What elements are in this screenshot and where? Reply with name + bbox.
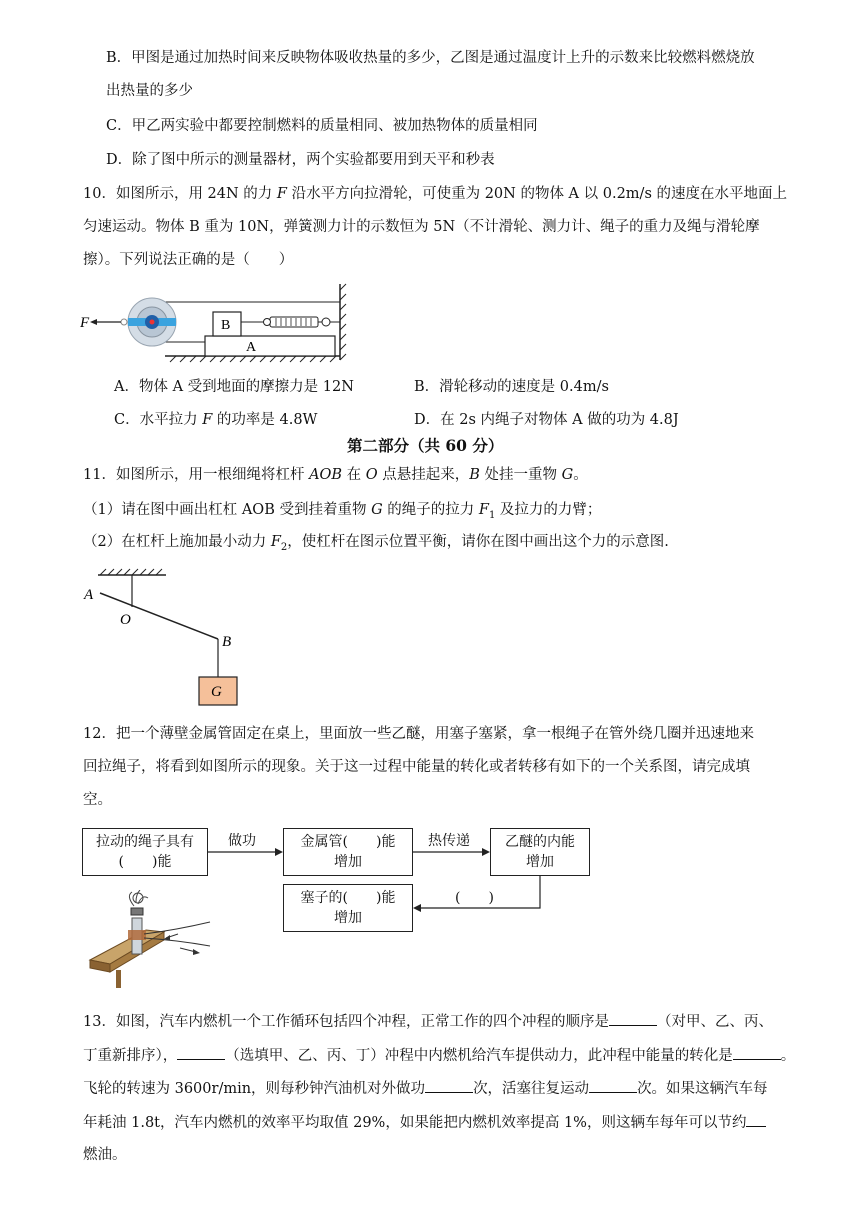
q13-line5: 燃油。	[83, 1147, 127, 1163]
section-two-heading: 第二部分（共 60 分）	[347, 436, 504, 455]
q9-option-c: C．甲乙两实验中都要控制燃料的质量相同、被加热物体的质量相同	[106, 118, 538, 134]
q13-line1: 13．如图，汽车内燃机一个工作循环包括四个冲程，正常工作的四个冲程的顺序是 （对甲、乙、丙、	[83, 1011, 773, 1032]
q12-stem-line1: 12．把一个薄壁金属管固定在桌上，里面放一些乙醚，用塞子塞紧，拿一根绳子在管外绕几圈并迅速地来	[83, 726, 754, 742]
q13-blank-stroke[interactable]	[177, 1045, 225, 1060]
q13-blank-saved-fuel[interactable]	[746, 1112, 766, 1127]
q11-stem: 11．如图所示，用一根细绳将杠杆 AOB 在 O 点悬挂起来，B 处挂一重物 G。	[83, 467, 588, 483]
q10-option-c: C．水平拉力 F 的功率是 4.8W	[114, 412, 318, 428]
block-a-label: A	[246, 340, 257, 355]
q13-blank-order[interactable]	[609, 1011, 657, 1026]
q11-sub1: （1）请在图中画出杠杠 AOB 受到挂着重物 G 的绳子的拉力 $F_1$ 及拉力的力臂；	[83, 502, 602, 521]
q10-option-b: B．滑轮移动的速度是 0.4m/s	[414, 379, 609, 395]
q12-experiment-illustration	[86, 890, 216, 990]
q10-stem-line3: 擦）。下列说法正确的是（ ）	[83, 252, 294, 268]
q10-option-d: D．在 2s 内绳子对物体 A 做的功为 4.8J	[414, 412, 679, 428]
q13-blank-piston-times[interactable]	[589, 1078, 637, 1093]
q9-option-d: D．除了图中所示的测量器材，两个实验都要用到天平和秒表	[106, 152, 495, 168]
q12-stem-line3: 空。	[83, 792, 112, 808]
point-o-label: O	[120, 612, 131, 628]
arrow-label-heat-transfer: 热传递	[428, 833, 470, 849]
box-ether-energy: 乙醚的内能 增加	[490, 828, 590, 876]
box-stopper-energy: 塞子的( )能 增加	[283, 884, 413, 932]
block-b-label: B	[221, 318, 231, 333]
q13-line3: 飞轮的转速为 3600r/min，则每秒钟汽油机对外做功 次，活塞往复运动 次。如果这辆汽车每	[83, 1078, 768, 1099]
box-rope-energy: 拉动的绳子具有 ( )能	[82, 828, 208, 876]
q13-blank-energy[interactable]	[733, 1045, 781, 1060]
box-metal-tube: 金属管( )能 增加	[283, 828, 413, 876]
arrow-label-blank: ( )	[455, 890, 494, 906]
weight-g-label: G	[211, 684, 222, 700]
stopper	[131, 908, 143, 915]
q9-option-b-line1: B．甲图是通过加热时间来反映物体吸收热量的多少，乙图是通过温度计上升的示数来比较燃料燃烧放	[106, 50, 755, 66]
force-f-label: F	[80, 315, 90, 331]
arrow-label-work: 做功	[228, 833, 256, 849]
point-b-label: B	[222, 634, 232, 650]
q12-stem-line2: 回拉绳子，将看到如图所示的现象。关于这一过程中能量的转化或者转移有如下的一个关系图，请完成填	[83, 759, 750, 775]
point-a-label: A	[84, 587, 94, 603]
q13-blank-work-times[interactable]	[425, 1078, 473, 1093]
q9-option-b-line2: 出热量的多少	[106, 83, 193, 99]
q11-sub2: （2）在杠杆上施加最小动力 $F_2$，使杠杆在图示位置平衡，请你在图中画出这个力的示意图.	[83, 534, 669, 553]
q13-line4: 年耗油 1.8t，汽车内燃机的效率平均取值 29%，如果能把内燃机效率提高 1%，则这辆车每年可以节约	[83, 1112, 766, 1133]
q10-stem-line2: 匀速运动。物体 B 重为 10N，弹簧测力计的示数恒为 5N（不计滑轮、测力计、绳子的重力及绳与滑轮摩	[83, 219, 760, 235]
q13-line2: 丁重新排序）， （选填甲、乙、丙、丁）冲程中内燃机给汽车提供动力，此冲程中能量的转化是 。	[83, 1045, 795, 1066]
q10-stem-line1: 10．如图所示，用 24N 的力 F 沿水平方向拉滑轮，可使重为 20N 的物体 A 以 0.2m/s 的速度在水平地面上	[83, 186, 787, 202]
q10-option-a: A．物体 A 受到地面的摩擦力是 12N	[114, 379, 354, 395]
